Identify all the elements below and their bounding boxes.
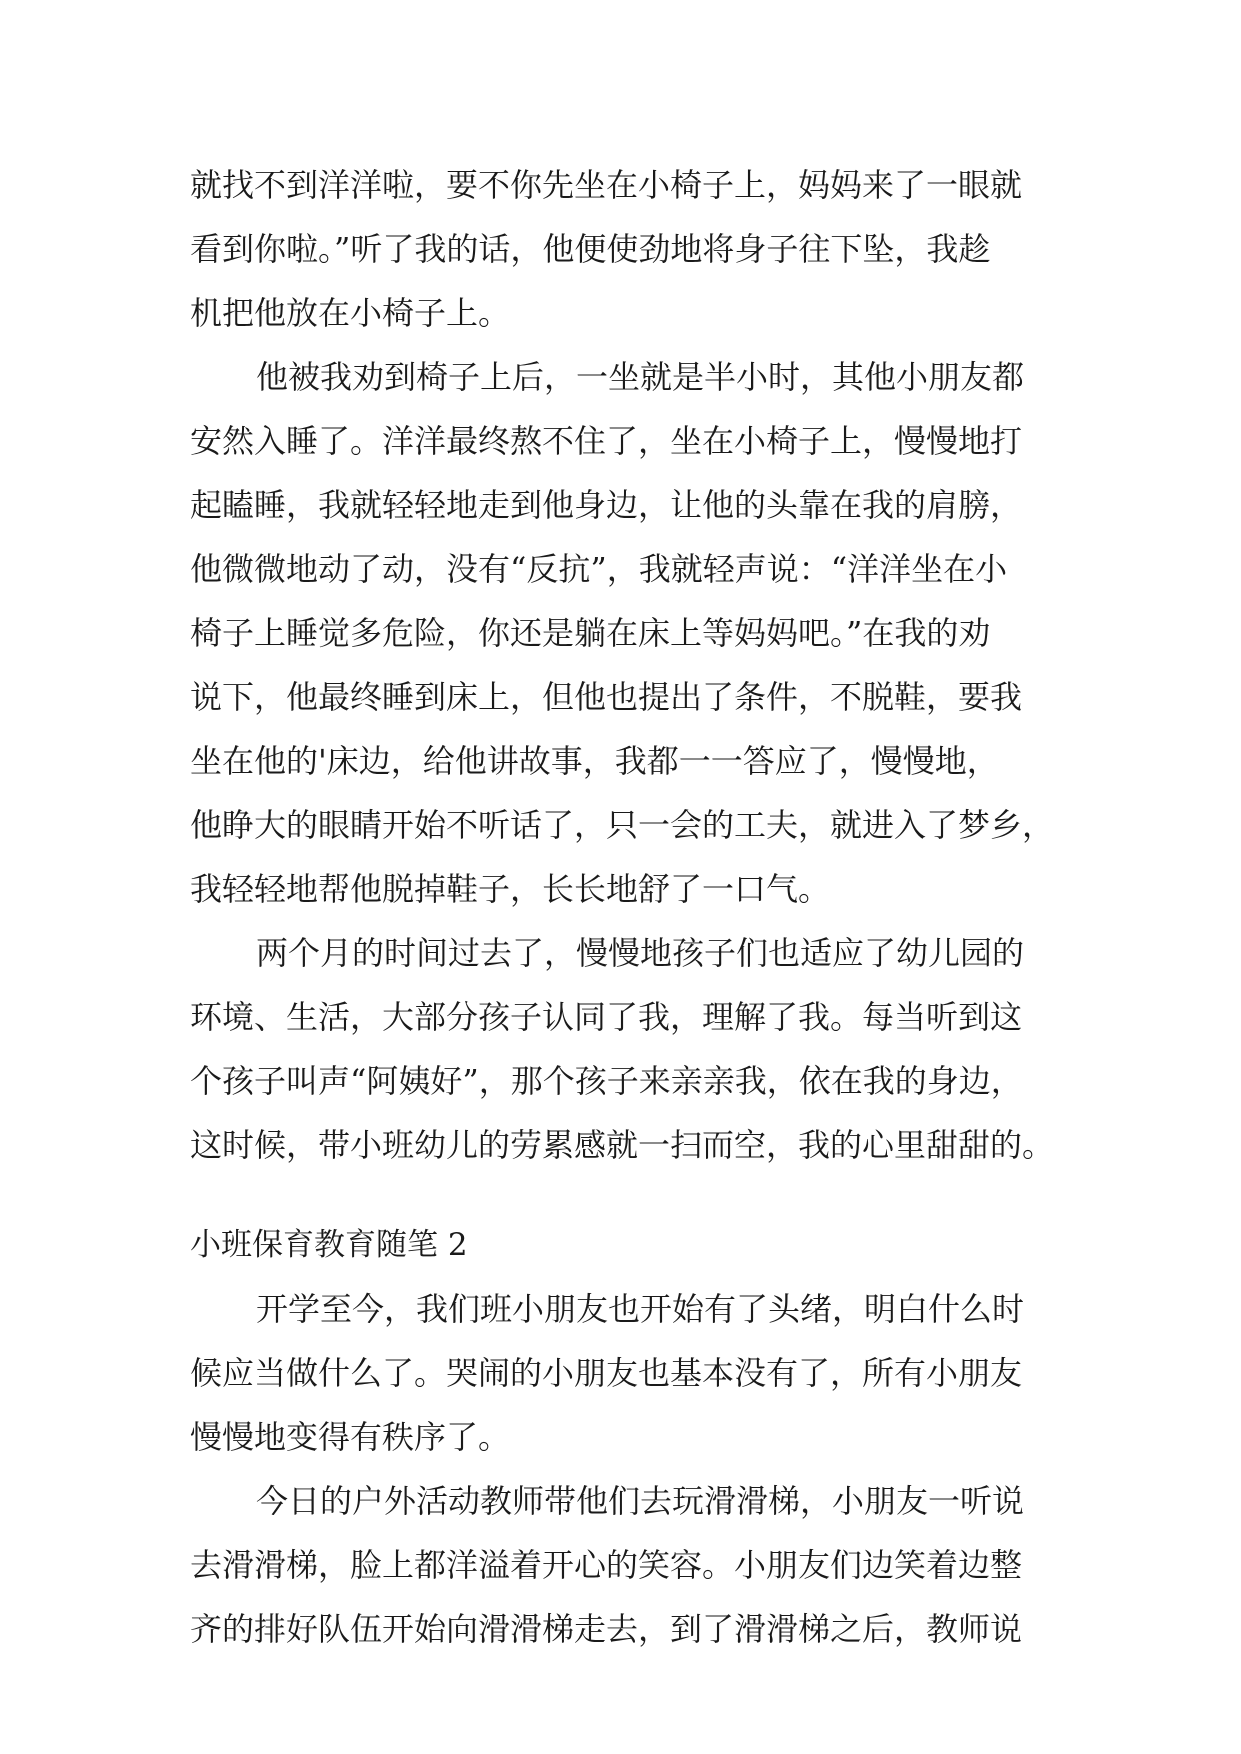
- text-line: 慢慢地变得有秩序了。: [190, 1418, 511, 1456]
- text-line: 两个月的时间过去了，慢慢地孩子们也适应了幼儿园的: [256, 934, 1025, 972]
- text-line: 开学至今，我们班小朋友也开始有了头绪，明白什么时: [256, 1290, 1025, 1328]
- text-line: 个孩子叫声“阿姨好”，那个孩子来亲亲我，依在我的身边，: [190, 1062, 1023, 1100]
- text-line: 这时候，带小班幼儿的劳累感就一扫而空，我的心里甜甜的。: [190, 1126, 1055, 1164]
- text-line: 椅子上睡觉多危险，你还是躺在床上等妈妈吧。”在我的劝: [190, 614, 991, 652]
- text-line: 安然入睡了。洋洋最终熬不住了，坐在小椅子上，慢慢地打: [190, 422, 1023, 460]
- text-line: 环境、生活，大部分孩子认同了我，理解了我。每当听到这: [190, 998, 1023, 1036]
- text-line: 我轻轻地帮他脱掉鞋子，长长地舒了一口气。: [190, 870, 831, 908]
- text-line: 机把他放在小椅子上。: [190, 294, 511, 332]
- text-line: 起瞌睡，我就轻轻地走到他身边，让他的头靠在我的肩膀，: [190, 486, 1023, 524]
- text-line: 今日的户外活动教师带他们去玩滑滑梯，小朋友一听说: [256, 1482, 1025, 1520]
- text-line: 就找不到洋洋啦，要不你先坐在小椅子上，妈妈来了一眼就: [190, 166, 1023, 204]
- text-line: 去滑滑梯，脸上都洋溢着开心的笑容。小朋友们边笑着边整: [190, 1546, 1023, 1584]
- text-line: 看到你啦。”听了我的话，他便使劲地将身子往下坠，我趁: [190, 230, 991, 268]
- text-line: 他被我劝到椅子上后，一坐就是半小时，其他小朋友都: [256, 358, 1025, 396]
- section-title: 小班保育教育随笔 2: [190, 1227, 468, 1263]
- text-line: 说下，他最终睡到床上，但他也提出了条件，不脱鞋，要我: [190, 678, 1023, 716]
- text-line: 坐在他的'床边，给他讲故事，我都一一答应了，慢慢地，: [190, 742, 999, 780]
- text-line: 齐的排好队伍开始向滑滑梯走去，到了滑滑梯之后，教师说: [190, 1610, 1023, 1648]
- text-line: 他睁大的眼睛开始不听话了，只一会的工夫，就进入了梦乡，: [190, 806, 1055, 844]
- text-line: 他微微地动了动，没有“反抗”，我就轻声说：“洋洋坐在小: [190, 550, 1008, 588]
- text-line: 候应当做什么了。哭闹的小朋友也基本没有了，所有小朋友: [190, 1354, 1023, 1392]
